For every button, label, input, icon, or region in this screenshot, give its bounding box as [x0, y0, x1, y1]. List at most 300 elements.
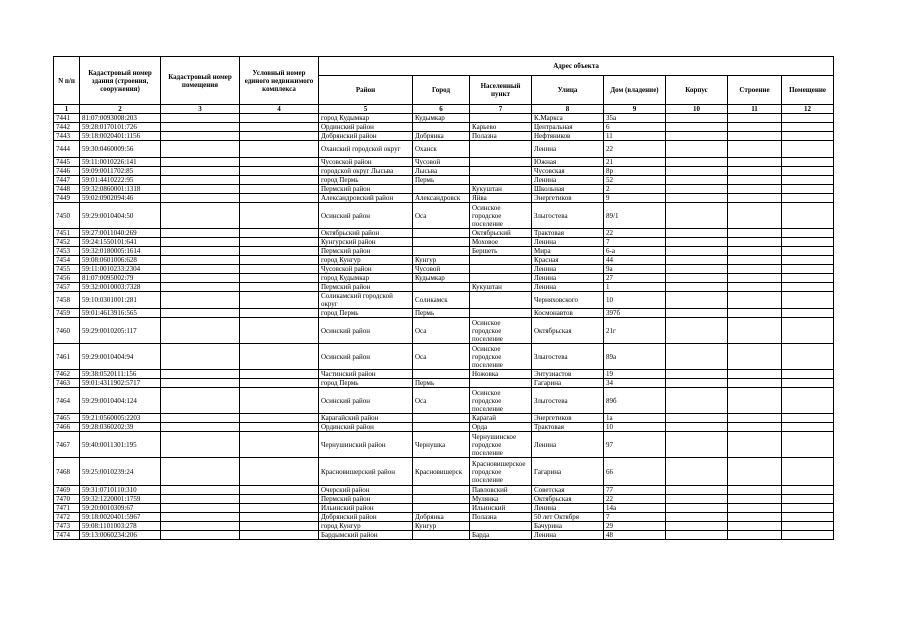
- cell-rayon: Частинский район: [319, 370, 413, 379]
- cell-gorod: [413, 283, 470, 292]
- cell-house: 89а: [604, 344, 666, 370]
- cell-korpus: [666, 458, 728, 486]
- cell-gorod: Александровск: [413, 194, 470, 203]
- cell-kad-room: [161, 486, 240, 495]
- cell-kad-building: 59:01:4410222:95: [80, 176, 161, 185]
- cell-street: Ленина: [532, 265, 604, 274]
- cell-kad-room: [161, 203, 240, 229]
- cell-n: 7441: [54, 114, 80, 123]
- cell-np: Карьево: [470, 123, 532, 132]
- cell-gorod: [413, 229, 470, 238]
- cell-stroenie: [728, 309, 782, 318]
- cell-pomeschenie: [782, 318, 834, 344]
- table-row: [54, 370, 834, 379]
- cell-stroenie: [728, 229, 782, 238]
- cell-np: Яйва: [470, 194, 532, 203]
- cell-n: 7454: [54, 256, 80, 265]
- cell-gorod: Добрянка: [413, 132, 470, 141]
- cell-street: Школьная: [532, 185, 604, 194]
- cell-street: Ленина: [532, 504, 604, 513]
- cell-n: 7457: [54, 283, 80, 292]
- cell-rayon: Карагайский район: [319, 414, 413, 423]
- table-row: [54, 344, 834, 370]
- cell-gorod: Кудымкар: [413, 114, 470, 123]
- cell-street: Центральная: [532, 123, 604, 132]
- column-number: 12: [782, 105, 834, 114]
- cell-stroenie: [728, 283, 782, 292]
- cell-pomeschenie: [782, 141, 834, 158]
- cell-kad-room: [161, 283, 240, 292]
- cell-rayon: Добрянский район: [319, 513, 413, 522]
- cell-rayon: Осинский район: [319, 388, 413, 414]
- cell-kad-complex: [240, 432, 319, 458]
- column-number: 4: [240, 105, 319, 114]
- cell-house: 14а: [604, 504, 666, 513]
- cell-street: Злыгостева: [532, 388, 604, 414]
- cell-street: Злыгостева: [532, 203, 604, 229]
- cell-kad-building: 59:28:0170101:726: [80, 123, 161, 132]
- header-gorod: Город: [413, 76, 470, 105]
- cell-kad-room: [161, 370, 240, 379]
- cell-kad-room: [161, 309, 240, 318]
- cell-korpus: [666, 247, 728, 256]
- cell-np: Кукуштан: [470, 185, 532, 194]
- cell-n: 7472: [54, 513, 80, 522]
- cell-kad-room: [161, 141, 240, 158]
- cell-n: 7444: [54, 141, 80, 158]
- cell-kad-room: [161, 495, 240, 504]
- cell-korpus: [666, 370, 728, 379]
- cell-house: 22: [604, 495, 666, 504]
- cell-gorod: [413, 123, 470, 132]
- table-row: [54, 274, 834, 283]
- cell-house: 66: [604, 458, 666, 486]
- cell-korpus: [666, 185, 728, 194]
- cell-n: 7453: [54, 247, 80, 256]
- cell-pomeschenie: [782, 414, 834, 423]
- cell-n: 7449: [54, 194, 80, 203]
- cell-korpus: [666, 513, 728, 522]
- cell-house: 52: [604, 176, 666, 185]
- cell-korpus: [666, 486, 728, 495]
- cell-np: [470, 379, 532, 388]
- cell-house: 7: [604, 238, 666, 247]
- cell-korpus: [666, 238, 728, 247]
- cell-kad-complex: [240, 504, 319, 513]
- cell-kad-room: [161, 292, 240, 309]
- cell-pomeschenie: [782, 247, 834, 256]
- cell-kad-room: [161, 388, 240, 414]
- objects-table: [53, 56, 834, 540]
- table-row: [54, 176, 834, 185]
- cell-kad-complex: [240, 458, 319, 486]
- table-row: [54, 504, 834, 513]
- cell-rayon: городской округ Лысьва: [319, 167, 413, 176]
- column-numbers-row: [54, 105, 834, 114]
- table-row: [54, 185, 834, 194]
- cell-stroenie: [728, 132, 782, 141]
- cell-street: Трактовая: [532, 229, 604, 238]
- cell-gorod: Лысьва: [413, 167, 470, 176]
- cell-street: Ленина: [532, 176, 604, 185]
- cell-house: 29: [604, 522, 666, 531]
- table-row: [54, 141, 834, 158]
- cell-rayon: Пермский район: [319, 247, 413, 256]
- table-row: [54, 158, 834, 167]
- cell-np: Бершеть: [470, 247, 532, 256]
- cell-gorod: [413, 531, 470, 540]
- cell-gorod: [413, 185, 470, 194]
- cell-n: 7462: [54, 370, 80, 379]
- cell-korpus: [666, 158, 728, 167]
- cell-korpus: [666, 229, 728, 238]
- cell-kad-building: 81:07:0095002:79: [80, 274, 161, 283]
- table-row: [54, 495, 834, 504]
- cell-street: Энергетиков: [532, 414, 604, 423]
- cell-n: 7445: [54, 158, 80, 167]
- cell-kad-room: [161, 114, 240, 123]
- cell-n: 7466: [54, 423, 80, 432]
- cell-n: 7463: [54, 379, 80, 388]
- header-street: Улица: [532, 76, 604, 105]
- cell-n: 7452: [54, 238, 80, 247]
- header-house: Дом (владение): [604, 76, 666, 105]
- column-number: 8: [532, 105, 604, 114]
- cell-kad-complex: [240, 185, 319, 194]
- cell-gorod: Кунгур: [413, 256, 470, 265]
- column-number: 7: [470, 105, 532, 114]
- cell-kad-complex: [240, 283, 319, 292]
- cell-np: Павловский: [470, 486, 532, 495]
- cell-korpus: [666, 114, 728, 123]
- cell-gorod: [413, 486, 470, 495]
- cell-kad-complex: [240, 194, 319, 203]
- cell-pomeschenie: [782, 495, 834, 504]
- cell-street: Октябрьская: [532, 318, 604, 344]
- cell-gorod: Чусовой: [413, 158, 470, 167]
- cell-pomeschenie: [782, 388, 834, 414]
- cell-stroenie: [728, 414, 782, 423]
- cell-kad-room: [161, 247, 240, 256]
- cell-stroenie: [728, 344, 782, 370]
- cell-np: [470, 114, 532, 123]
- cell-gorod: Пермь: [413, 176, 470, 185]
- cell-kad-room: [161, 513, 240, 522]
- cell-gorod: [413, 247, 470, 256]
- cell-rayon: Осинский район: [319, 318, 413, 344]
- cell-kad-complex: [240, 176, 319, 185]
- cell-np: [470, 158, 532, 167]
- cell-kad-room: [161, 522, 240, 531]
- cell-gorod: [413, 504, 470, 513]
- cell-pomeschenie: [782, 379, 834, 388]
- cell-rayon: город Кунгур: [319, 256, 413, 265]
- cell-gorod: Оханск: [413, 141, 470, 158]
- cell-stroenie: [728, 370, 782, 379]
- cell-gorod: Пермь: [413, 309, 470, 318]
- cell-house: 11: [604, 132, 666, 141]
- cell-kad-building: 59:29:0010404:124: [80, 388, 161, 414]
- cell-pomeschenie: [782, 158, 834, 167]
- cell-rayon: город Кунгур: [319, 522, 413, 531]
- cell-stroenie: [728, 167, 782, 176]
- table-row: [54, 132, 834, 141]
- cell-stroenie: [728, 522, 782, 531]
- cell-house: 21г: [604, 318, 666, 344]
- cell-kad-building: 59:21:0560005:2203: [80, 414, 161, 423]
- cell-pomeschenie: [782, 132, 834, 141]
- cell-house: 97: [604, 432, 666, 458]
- cell-kad-complex: [240, 229, 319, 238]
- cell-n: 7447: [54, 176, 80, 185]
- cell-house: 19: [604, 370, 666, 379]
- cell-gorod: Оса: [413, 388, 470, 414]
- registry-sheet: [53, 56, 833, 540]
- cell-kad-complex: [240, 238, 319, 247]
- cell-kad-complex: [240, 379, 319, 388]
- cell-house: 6-а: [604, 247, 666, 256]
- cell-house: 6: [604, 123, 666, 132]
- cell-stroenie: [728, 158, 782, 167]
- cell-kad-complex: [240, 495, 319, 504]
- cell-kad-room: [161, 229, 240, 238]
- cell-kad-building: 59:29:0010205:117: [80, 318, 161, 344]
- cell-street: К.Маркса: [532, 114, 604, 123]
- cell-korpus: [666, 274, 728, 283]
- column-number: 3: [161, 105, 240, 114]
- cell-stroenie: [728, 274, 782, 283]
- cell-stroenie: [728, 141, 782, 158]
- cell-korpus: [666, 283, 728, 292]
- cell-np: [470, 274, 532, 283]
- cell-gorod: [413, 495, 470, 504]
- cell-street: Бачурина: [532, 522, 604, 531]
- cell-pomeschenie: [782, 504, 834, 513]
- cell-np: Красновишерское городское поселение: [470, 458, 532, 486]
- cell-kad-room: [161, 379, 240, 388]
- cell-rayon: Бардымский район: [319, 531, 413, 540]
- cell-n: 7442: [54, 123, 80, 132]
- cell-kad-room: [161, 432, 240, 458]
- cell-stroenie: [728, 238, 782, 247]
- cell-kad-building: 59:02:0902094:46: [80, 194, 161, 203]
- cell-n: 7474: [54, 531, 80, 540]
- cell-korpus: [666, 522, 728, 531]
- table-row: [54, 522, 834, 531]
- cell-street: Ленина: [532, 531, 604, 540]
- cell-rayon: Ильинский район: [319, 504, 413, 513]
- cell-kad-building: 59:27:0011040:269: [80, 229, 161, 238]
- cell-rayon: Добрянский район: [319, 132, 413, 141]
- cell-kad-room: [161, 185, 240, 194]
- cell-kad-building: 59:01:4613916:565: [80, 309, 161, 318]
- cell-stroenie: [728, 114, 782, 123]
- cell-korpus: [666, 504, 728, 513]
- cell-n: 7469: [54, 486, 80, 495]
- cell-kad-room: [161, 414, 240, 423]
- table-row: [54, 513, 834, 522]
- cell-pomeschenie: [782, 274, 834, 283]
- header-kad-complex: Условный номер единого недвижимого комплекса: [240, 57, 319, 105]
- cell-korpus: [666, 309, 728, 318]
- cell-gorod: Пермь: [413, 379, 470, 388]
- table-row: [54, 123, 834, 132]
- cell-stroenie: [728, 432, 782, 458]
- cell-np: Ильинский: [470, 504, 532, 513]
- cell-pomeschenie: [782, 114, 834, 123]
- cell-n: 7465: [54, 414, 80, 423]
- header-pomeschenie: Помещение: [782, 76, 834, 105]
- cell-np: [470, 167, 532, 176]
- cell-rayon: город Кудымкар: [319, 274, 413, 283]
- cell-korpus: [666, 167, 728, 176]
- cell-np: Ножовка: [470, 370, 532, 379]
- cell-house: 8р: [604, 167, 666, 176]
- cell-korpus: [666, 176, 728, 185]
- cell-house: 44: [604, 256, 666, 265]
- cell-np: Барда: [470, 531, 532, 540]
- cell-kad-room: [161, 176, 240, 185]
- cell-kad-building: 59:32:1220001:1759: [80, 495, 161, 504]
- cell-stroenie: [728, 176, 782, 185]
- cell-house: 10: [604, 292, 666, 309]
- cell-rayon: город Пермь: [319, 309, 413, 318]
- cell-stroenie: [728, 292, 782, 309]
- cell-street: Ленина: [532, 238, 604, 247]
- cell-n: 7450: [54, 203, 80, 229]
- cell-np: Моховое: [470, 238, 532, 247]
- cell-n: 7468: [54, 458, 80, 486]
- cell-kad-room: [161, 194, 240, 203]
- cell-kad-room: [161, 344, 240, 370]
- table-row: [54, 229, 834, 238]
- cell-street: Чусовская: [532, 167, 604, 176]
- cell-kad-room: [161, 318, 240, 344]
- cell-kad-room: [161, 423, 240, 432]
- cell-kad-building: 59:20:0010309:67: [80, 504, 161, 513]
- table-row: [54, 247, 834, 256]
- table-row: [54, 114, 834, 123]
- cell-np: [470, 265, 532, 274]
- cell-gorod: Чусовой: [413, 265, 470, 274]
- table-row: [54, 292, 834, 309]
- cell-kad-building: 59:32:0180005:1614: [80, 247, 161, 256]
- column-number: 10: [666, 105, 728, 114]
- cell-stroenie: [728, 256, 782, 265]
- cell-kad-complex: [240, 522, 319, 531]
- cell-pomeschenie: [782, 176, 834, 185]
- header-stroenie: Строение: [728, 76, 782, 105]
- cell-np: Осинское городское поселение: [470, 388, 532, 414]
- cell-kad-building: 59:18:0020401:1156: [80, 132, 161, 141]
- cell-kad-building: 59:13:0060234:206: [80, 531, 161, 540]
- cell-house: 7: [604, 513, 666, 522]
- cell-kad-building: 59:28:0360202:39: [80, 423, 161, 432]
- cell-n: 7461: [54, 344, 80, 370]
- cell-pomeschenie: [782, 203, 834, 229]
- cell-stroenie: [728, 265, 782, 274]
- cell-street: Ленина: [532, 141, 604, 158]
- cell-stroenie: [728, 458, 782, 486]
- cell-street: Советская: [532, 486, 604, 495]
- cell-np: [470, 141, 532, 158]
- cell-house: 34: [604, 379, 666, 388]
- cell-house: 89б: [604, 388, 666, 414]
- cell-stroenie: [728, 423, 782, 432]
- cell-street: Космонавтов: [532, 309, 604, 318]
- cell-pomeschenie: [782, 370, 834, 379]
- cell-street: Южная: [532, 158, 604, 167]
- cell-np: [470, 292, 532, 309]
- cell-stroenie: [728, 247, 782, 256]
- cell-kad-complex: [240, 132, 319, 141]
- cell-stroenie: [728, 203, 782, 229]
- cell-pomeschenie: [782, 229, 834, 238]
- cell-n: 7443: [54, 132, 80, 141]
- cell-kad-building: 59:01:4311902:5717: [80, 379, 161, 388]
- cell-np: [470, 522, 532, 531]
- cell-kad-room: [161, 132, 240, 141]
- cell-kad-complex: [240, 141, 319, 158]
- cell-kad-complex: [240, 256, 319, 265]
- cell-rayon: город Пермь: [319, 176, 413, 185]
- cell-pomeschenie: [782, 458, 834, 486]
- cell-korpus: [666, 141, 728, 158]
- cell-stroenie: [728, 486, 782, 495]
- cell-stroenie: [728, 123, 782, 132]
- cell-np: Осинское городское поселение: [470, 318, 532, 344]
- cell-kad-building: 59:32:0010003:7328: [80, 283, 161, 292]
- cell-kad-complex: [240, 158, 319, 167]
- cell-kad-complex: [240, 531, 319, 540]
- cell-n: 7458: [54, 292, 80, 309]
- cell-n: 7470: [54, 495, 80, 504]
- cell-n: 7455: [54, 265, 80, 274]
- cell-street: Ленина: [532, 432, 604, 458]
- cell-street: Октябрьская: [532, 495, 604, 504]
- table-row: [54, 283, 834, 292]
- cell-house: 21: [604, 158, 666, 167]
- cell-kad-building: 81:07:0093008:203: [80, 114, 161, 123]
- cell-rayon: Чусовской район: [319, 158, 413, 167]
- cell-korpus: [666, 256, 728, 265]
- cell-stroenie: [728, 185, 782, 194]
- cell-n: 7467: [54, 432, 80, 458]
- cell-pomeschenie: [782, 486, 834, 495]
- header-address: Адрес объекта: [319, 57, 834, 76]
- cell-rayon: Кунгурский район: [319, 238, 413, 247]
- cell-kad-complex: [240, 388, 319, 414]
- cell-kad-room: [161, 256, 240, 265]
- cell-korpus: [666, 388, 728, 414]
- header-n: N п/п: [54, 57, 80, 105]
- column-number: 6: [413, 105, 470, 114]
- cell-street: Энтузиастов: [532, 370, 604, 379]
- cell-pomeschenie: [782, 344, 834, 370]
- cell-rayon: Пермский район: [319, 185, 413, 194]
- cell-korpus: [666, 344, 728, 370]
- cell-street: Ленина: [532, 283, 604, 292]
- header-kad-room: Кадастровый номер помещения: [161, 57, 240, 105]
- cell-rayon: Ординский район: [319, 123, 413, 132]
- cell-korpus: [666, 414, 728, 423]
- cell-pomeschenie: [782, 292, 834, 309]
- table-row: [54, 531, 834, 540]
- cell-kad-building: 59:11:0010226:141: [80, 158, 161, 167]
- cell-kad-room: [161, 274, 240, 283]
- cell-pomeschenie: [782, 423, 834, 432]
- cell-korpus: [666, 194, 728, 203]
